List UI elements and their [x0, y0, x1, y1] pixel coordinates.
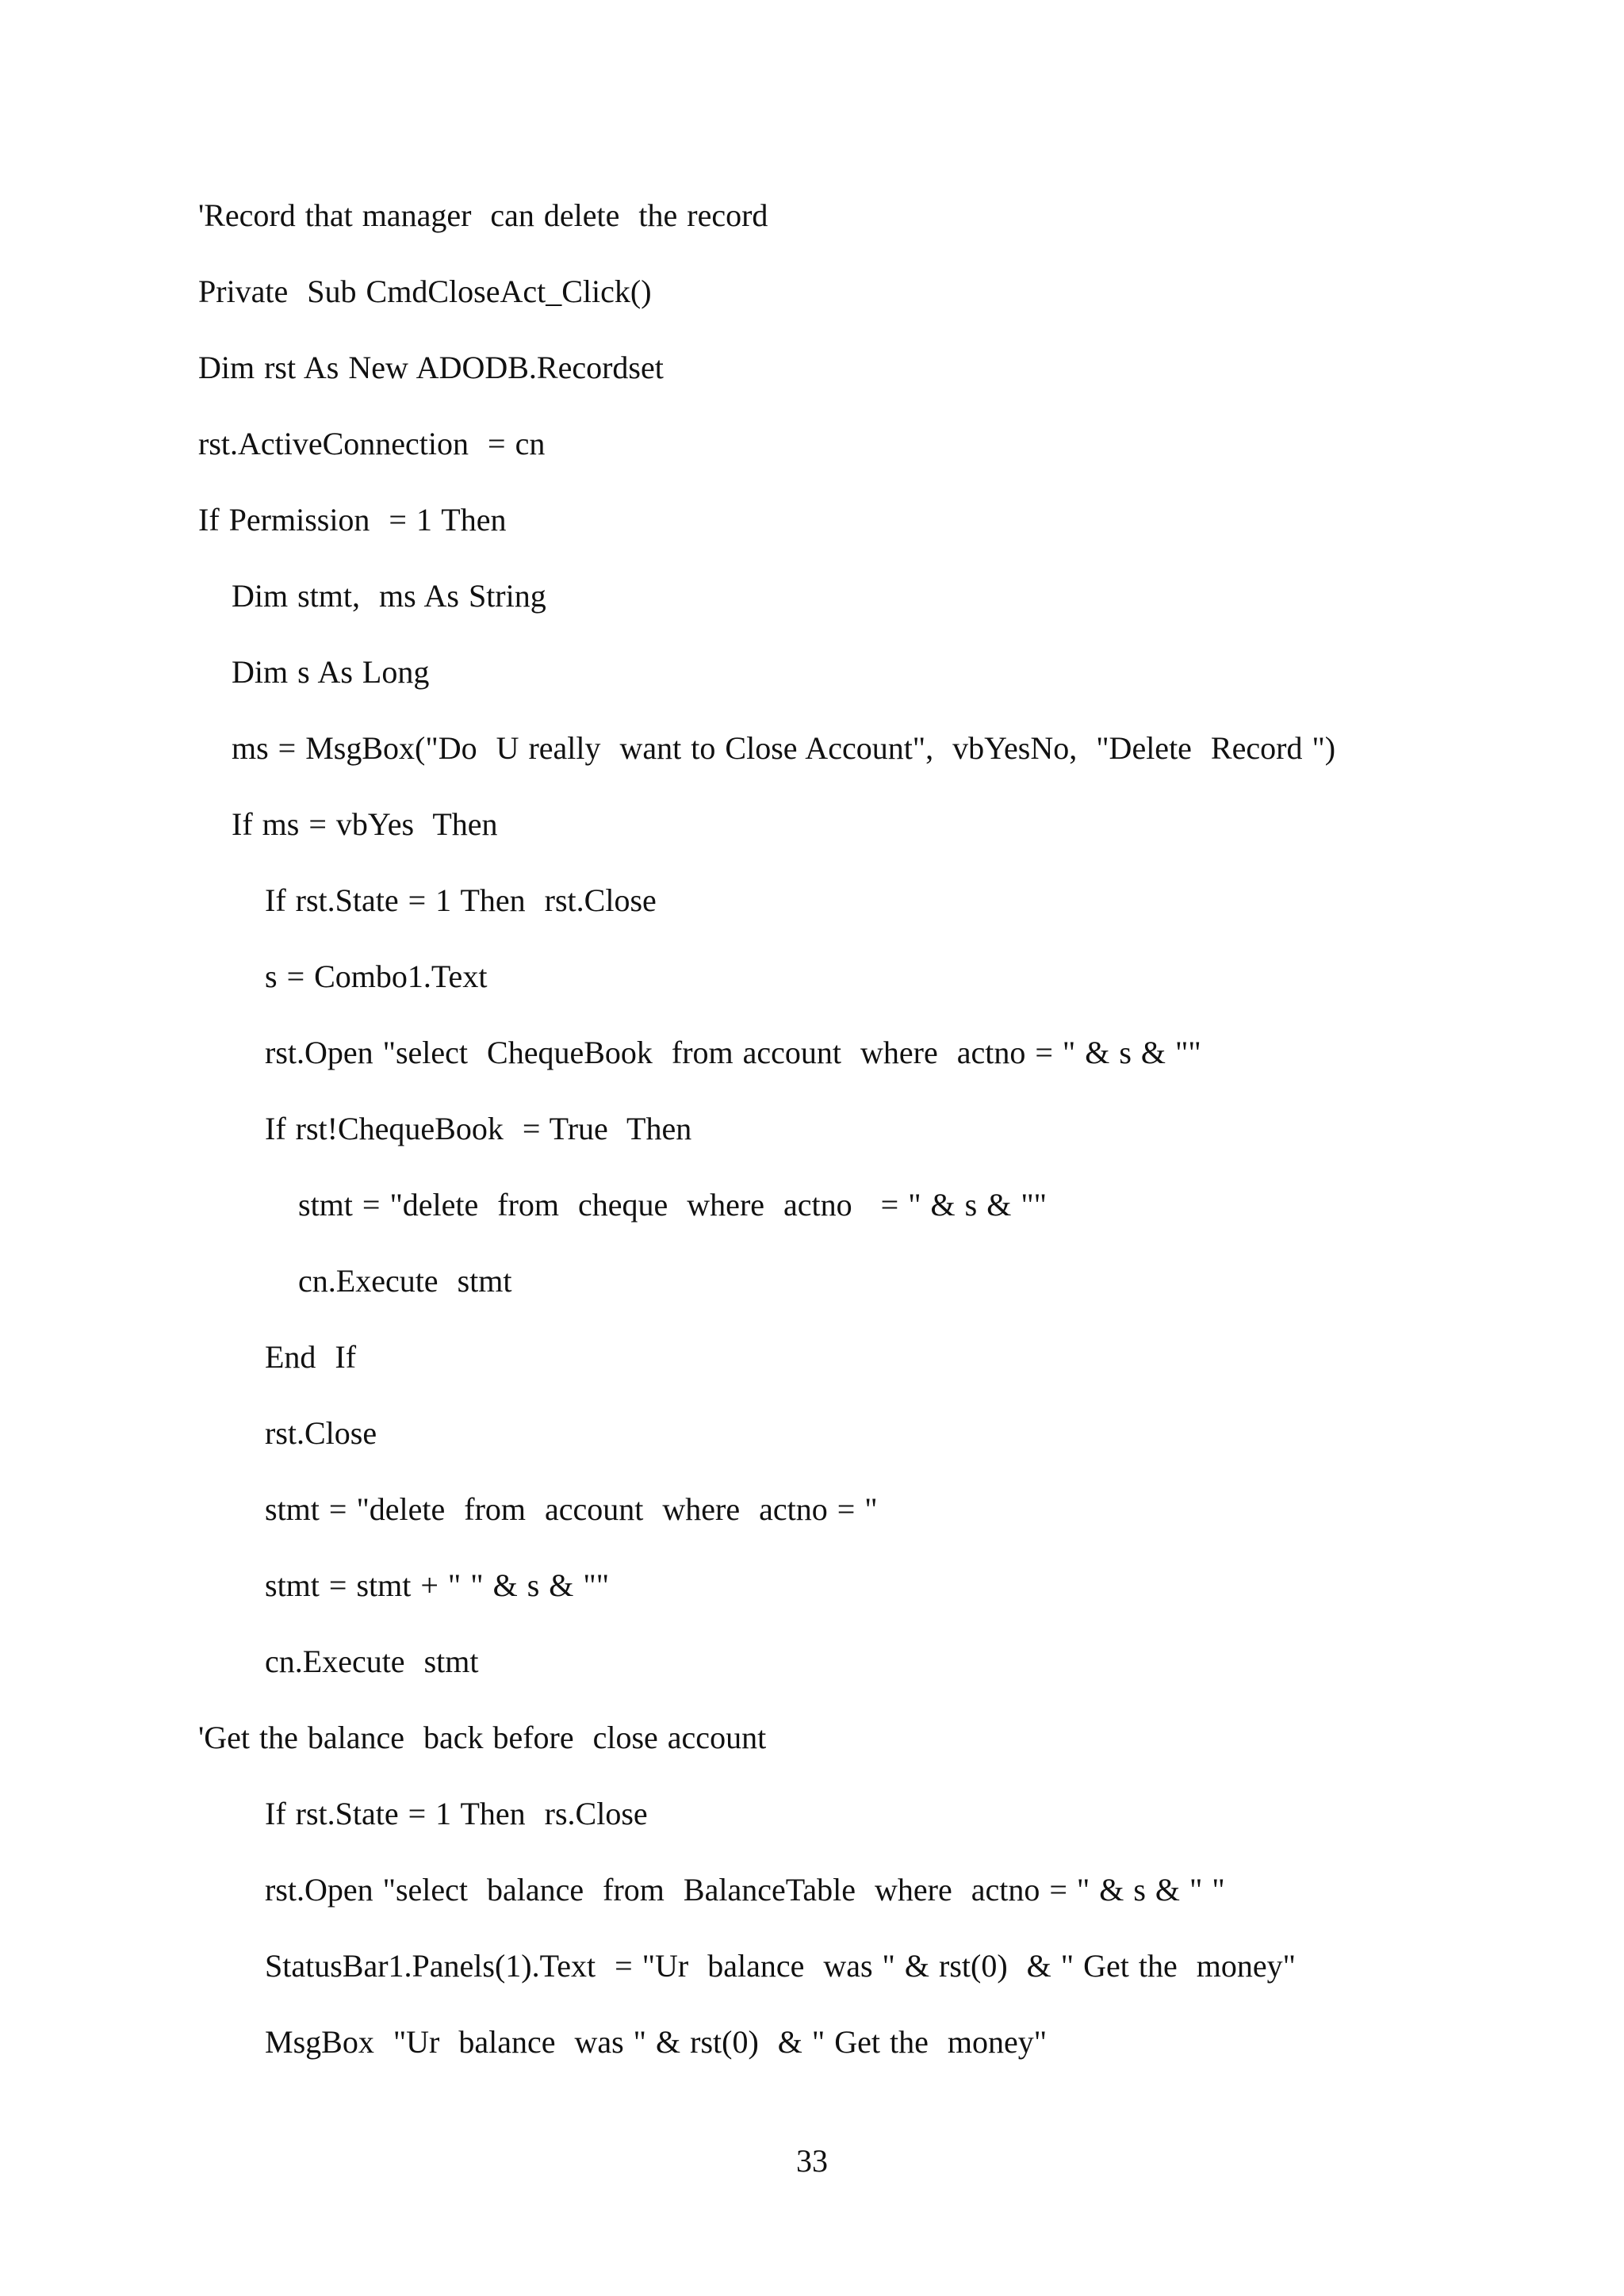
code-line: stmt = stmt + " " & s & "" — [265, 1567, 610, 1603]
code-line: If rst.State = 1 Then rs.Close — [265, 1796, 648, 1831]
code-line: If Permission = 1 Then — [198, 502, 507, 538]
code-line: rst.Open "select balance from BalanceTable where actno = " & s & " " — [265, 1872, 1225, 1908]
code-line: ms = MsgBox("Do U really want to Close Account", vbYesNo, "Delete Record ") — [232, 730, 1336, 766]
code-line: If rst!ChequeBook = True Then — [265, 1111, 692, 1146]
code-line: Dim stmt, ms As String — [232, 578, 546, 614]
code-line: 'Record that manager can delete the record — [198, 197, 768, 233]
code-line: rst.ActiveConnection = cn — [198, 426, 546, 461]
code-line: cn.Execute stmt — [265, 1644, 479, 1679]
code-line: stmt = "delete from cheque where actno = " & s & "" — [298, 1187, 1047, 1223]
code-line: Dim rst As New ADODB.Recordset — [198, 350, 664, 385]
code-line: s = Combo1.Text — [265, 959, 488, 994]
code-line: rst.Close — [265, 1415, 377, 1451]
code-line: cn.Execute stmt — [298, 1263, 512, 1299]
code-line: stmt = "delete from account where actno = " — [265, 1491, 878, 1527]
code-line: rst.Open "select ChequeBook from account where actno = " & s & "" — [265, 1035, 1201, 1070]
code-line: If ms = vbYes Then — [232, 806, 498, 842]
page-number: 33 — [796, 2143, 828, 2179]
code-line: 'Get the balance back before close account — [198, 1720, 767, 1755]
code-line: StatusBar1.Panels(1).Text = "Ur balance was " & rst(0) & " Get the money" — [265, 1948, 1296, 1984]
code-line: Dim s As Long — [232, 654, 430, 690]
code-line: End If — [265, 1339, 357, 1375]
code-line: If rst.State = 1 Then rst.Close — [265, 882, 657, 918]
code-line: MsgBox "Ur balance was " & rst(0) & " Get the money" — [265, 2024, 1048, 2060]
code-line: Private Sub CmdCloseAct_Click() — [198, 274, 652, 309]
